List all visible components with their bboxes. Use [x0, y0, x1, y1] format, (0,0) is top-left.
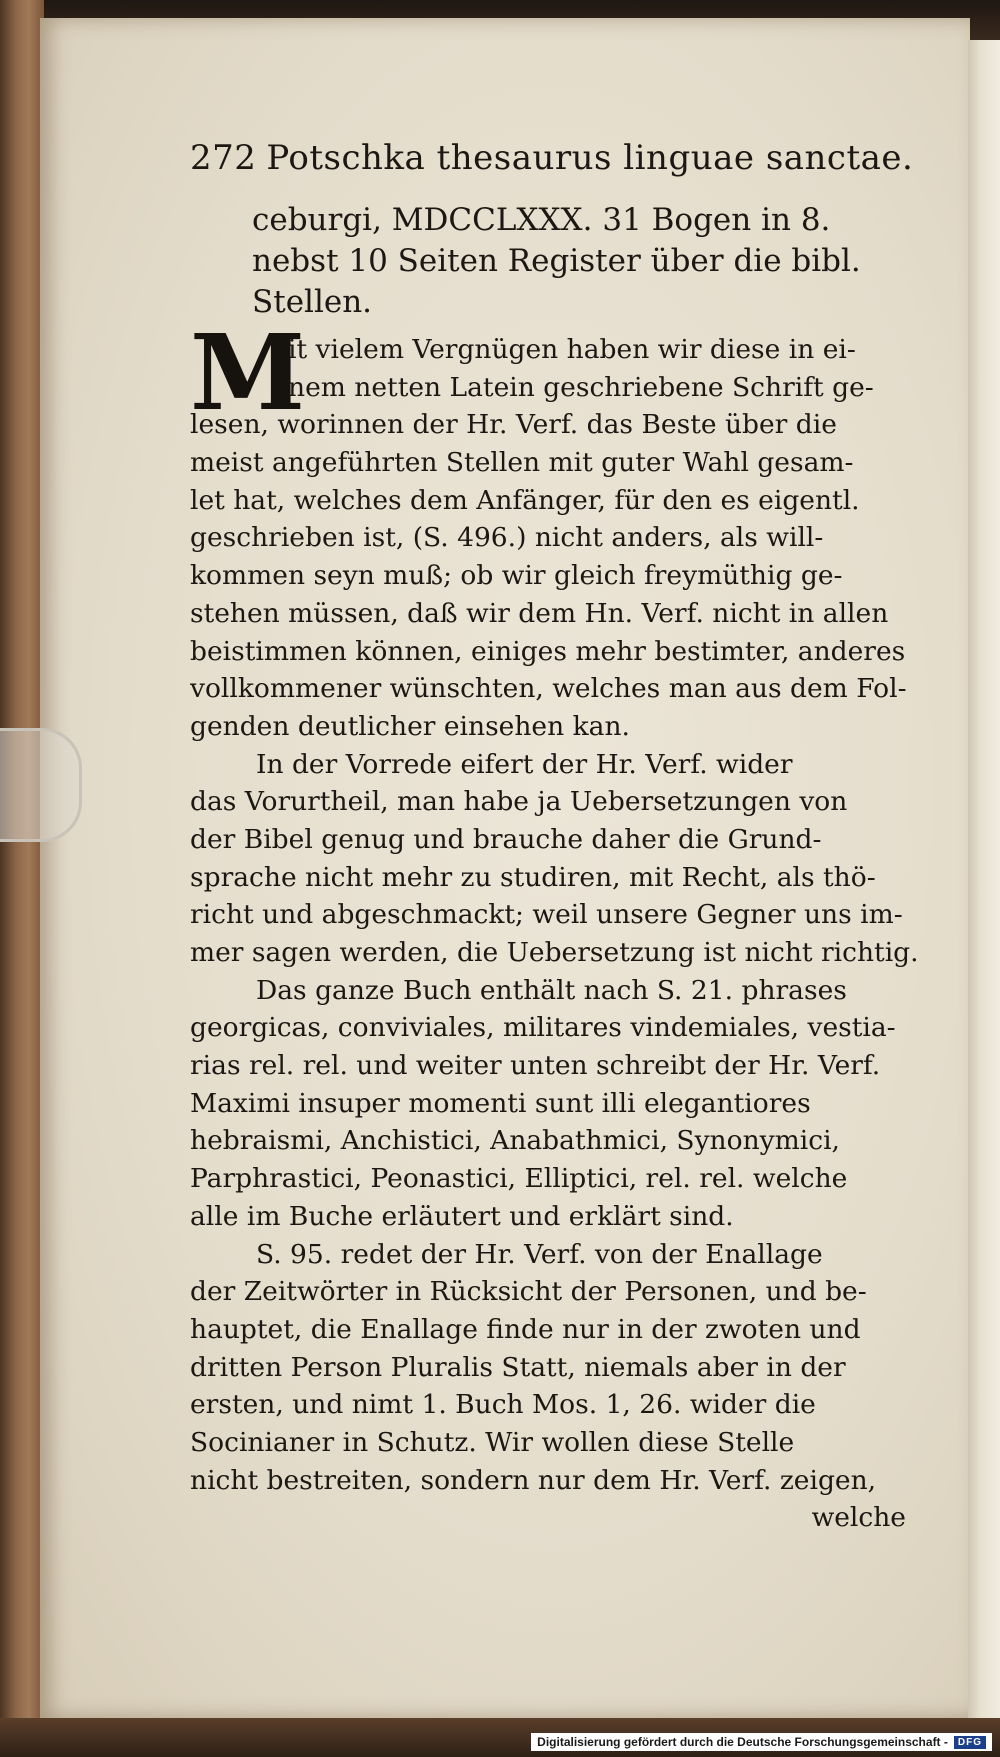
paragraph-vorrede: [190, 746, 920, 972]
paragraph-intro: [190, 311, 920, 746]
text-line: rias rel. rel. und weiter unten schreibt der Hr. Verf.: [190, 1050, 881, 1082]
entry-line: ceburgi, MDCCLXXX. 31 Bogen in 8.: [252, 202, 831, 238]
catchword: welche: [811, 1502, 906, 1534]
text-line: stehen müssen, daß wir dem Hn. Verf. nicht in allen: [190, 597, 889, 629]
text-line: genden deutlicher einsehen kan.: [190, 710, 630, 742]
text-line: nem netten Latein geschriebene Schrift ge-: [288, 371, 874, 403]
text-line: S. 95. redet der Hr. Verf. von der Enallage: [256, 1238, 823, 1270]
text-line: das Vorurtheil, man habe ja Uebersetzungen von: [190, 786, 848, 818]
book-spine-edge: [0, 0, 44, 1757]
paragraph-enallage: [190, 1236, 920, 1500]
text-line: it vielem Vergnügen haben wir diese in ei-: [288, 334, 856, 365]
page-number: 272: [190, 138, 257, 178]
entry-line: nebst 10 Seiten Register über die bibl.: [252, 243, 861, 279]
text-line: hauptet, die Enallage finde nur in der zwoten und: [190, 1313, 861, 1345]
text-line: ersten, und nimt 1. Buch Mos. 1, 26. wider die: [190, 1389, 816, 1421]
bibliographic-entry: [190, 200, 920, 323]
text-line: meist angeführten Stellen mit guter Wahl gesam-: [190, 447, 854, 479]
text-line: sprache nicht mehr zu studiren, mit Recht, als thö-: [190, 861, 876, 893]
page-text: [190, 138, 920, 1537]
credit-text: Digitalisierung gefördert durch die Deutsche Forschungsgemeinschaft -: [537, 1735, 948, 1749]
text-line: nicht bestreiten, sondern nur dem Hr. Verf. zeigen,: [190, 1464, 877, 1496]
text-line: alle im Buche erläutert und erklärt sind.: [190, 1200, 734, 1232]
digitization-credit: [531, 1733, 992, 1751]
text-line: richt und abgeschmackt; weil unsere Gegner uns im-: [190, 899, 903, 931]
bookmark-clip: [0, 728, 82, 842]
running-head: [190, 138, 920, 178]
text-line: Socinianer in Schutz. Wir wollen diese Stelle: [190, 1426, 795, 1458]
text-line: let hat, welches dem Anfänger, für den es eigentl.: [190, 484, 860, 516]
text-line: vollkommener wünschten, welches man aus dem Fol-: [190, 673, 907, 705]
drop-cap: M: [190, 311, 306, 434]
running-title: Potschka thesaurus linguae sanctae.: [266, 138, 914, 178]
text-line: dritten Person Pluralis Statt, niemals aber in der: [190, 1351, 846, 1383]
text-line: In der Vorrede eifert der Hr. Verf. wider: [256, 748, 793, 780]
dfg-logo: DFG: [954, 1736, 986, 1749]
text-line: beistimmen können, einiges mehr bestimter, anderes: [190, 635, 906, 667]
page-fore-edge: [968, 40, 1000, 1730]
text-line: geschrieben ist, (S. 496.) nicht anders, als will-: [190, 522, 824, 554]
text-line: der Bibel genug und brauche daher die Grund-: [190, 823, 822, 855]
text-line: hebraismi, Anchistici, Anabathmici, Synonymici,: [190, 1125, 840, 1157]
entry-line: Stellen.: [252, 284, 373, 320]
text-line: mer sagen werden, die Uebersetzung ist nicht richtig.: [190, 937, 919, 968]
text-line: kommen seyn muß; ob wir gleich freymüthig ge-: [190, 560, 843, 592]
text-line: georgicas, conviviales, militares vindemiales, vestia-: [190, 1012, 896, 1044]
text-line: Maximi insuper momenti sunt illi elegantiores: [190, 1087, 811, 1119]
text-line: Parphrastici, Peonastici, Elliptici, rel. rel. welche: [190, 1163, 848, 1195]
text-line: der Zeitwörter in Rücksicht der Personen, und be-: [190, 1276, 867, 1308]
text-line: lesen, worinnen der Hr. Verf. das Beste über die: [190, 409, 837, 441]
paragraph-buch: [190, 972, 920, 1236]
text-line: Das ganze Buch enthält nach S. 21. phrases: [256, 974, 847, 1006]
